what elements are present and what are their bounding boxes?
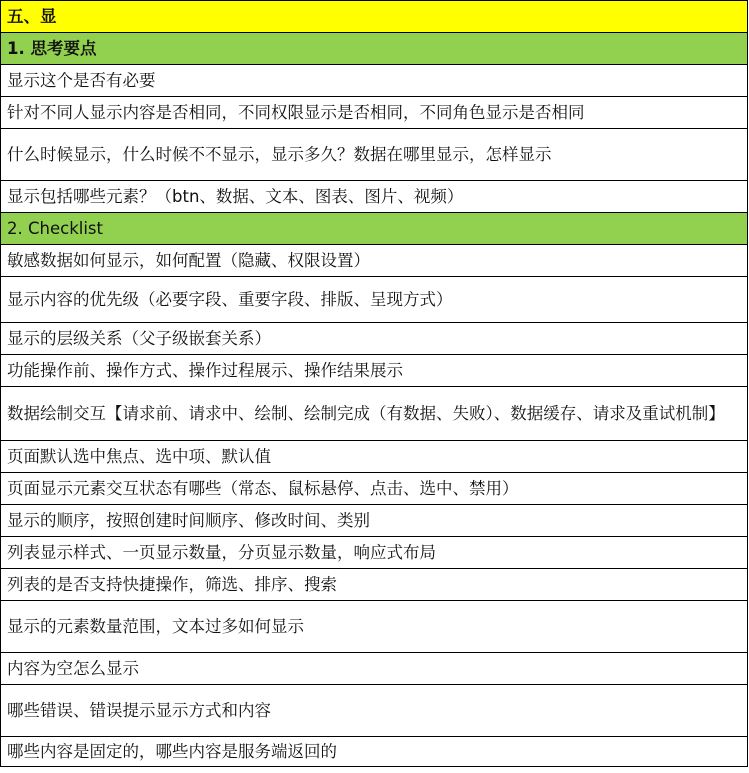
table-row xyxy=(1,653,748,685)
row-text: 数据绘制交互【请求前、请求中、绘制、绘制完成（有数据、失败）、数据缓存、请求及重试机制】 xyxy=(7,404,725,423)
table-row xyxy=(1,685,748,737)
table-row xyxy=(1,129,748,181)
table-row xyxy=(1,181,748,213)
row-text: 针对不同人显示内容是否相同，不同权限显示是否相同，不同角色显示是否相同 xyxy=(7,103,585,122)
section-heading-thinking xyxy=(1,33,748,65)
section-heading-text: 2. Checklist xyxy=(7,219,103,238)
row-text: 页面默认选中焦点、选中项、默认值 xyxy=(7,447,271,466)
row-text: 功能操作前、操作方式、操作过程展示、操作结果展示 xyxy=(7,361,403,380)
row-text: 什么时候显示，什么时候不不显示，显示多久？数据在哪里显示，怎样显示 xyxy=(7,145,552,164)
table-row xyxy=(1,473,748,505)
table-row xyxy=(1,505,748,537)
table-row xyxy=(1,737,748,767)
row-text: 列表的是否支持快捷操作，筛选、排序、搜索 xyxy=(7,575,337,594)
section-heading-checklist xyxy=(1,213,748,245)
table-row xyxy=(1,277,748,323)
table-row xyxy=(1,537,748,569)
sheet-title-row xyxy=(1,1,748,33)
section-heading-text: 1. 思考要点 xyxy=(7,39,97,58)
table-row xyxy=(1,323,748,355)
table-row xyxy=(1,387,748,441)
row-text: 显示的层级关系（父子级嵌套关系） xyxy=(7,329,271,348)
row-text: 内容为空怎么显示 xyxy=(7,659,139,678)
row-text: 页面显示元素交互状态有哪些（常态、鼠标悬停、点击、选中、禁用） xyxy=(7,479,519,498)
table-row xyxy=(1,569,748,601)
sheet-title: 五、显 xyxy=(7,7,57,26)
row-text: 哪些错误、错误提示显示方式和内容 xyxy=(7,701,271,720)
table-row xyxy=(1,355,748,387)
row-text: 敏感数据如何显示，如何配置（隐藏、权限设置） xyxy=(7,251,370,270)
row-text: 显示包括哪些元素？（btn、数据、文本、图表、图片、视频） xyxy=(7,187,464,206)
table-row xyxy=(1,65,748,97)
row-text: 显示的顺序，按照创建时间顺序、修改时间、类别 xyxy=(7,511,370,530)
row-text: 显示内容的优先级（必要字段、重要字段、排版、呈现方式） xyxy=(7,290,453,309)
table-row xyxy=(1,245,748,277)
row-text: 列表显示样式、一页显示数量，分页显示数量，响应式布局 xyxy=(7,543,436,562)
table-row xyxy=(1,97,748,129)
table-row xyxy=(1,601,748,653)
table-row xyxy=(1,441,748,473)
row-text: 哪些内容是固定的，哪些内容是服务端返回的 xyxy=(7,742,337,761)
row-text: 显示的元素数量范围，文本过多如何显示 xyxy=(7,617,304,636)
row-text: 显示这个是否有必要 xyxy=(7,71,156,90)
